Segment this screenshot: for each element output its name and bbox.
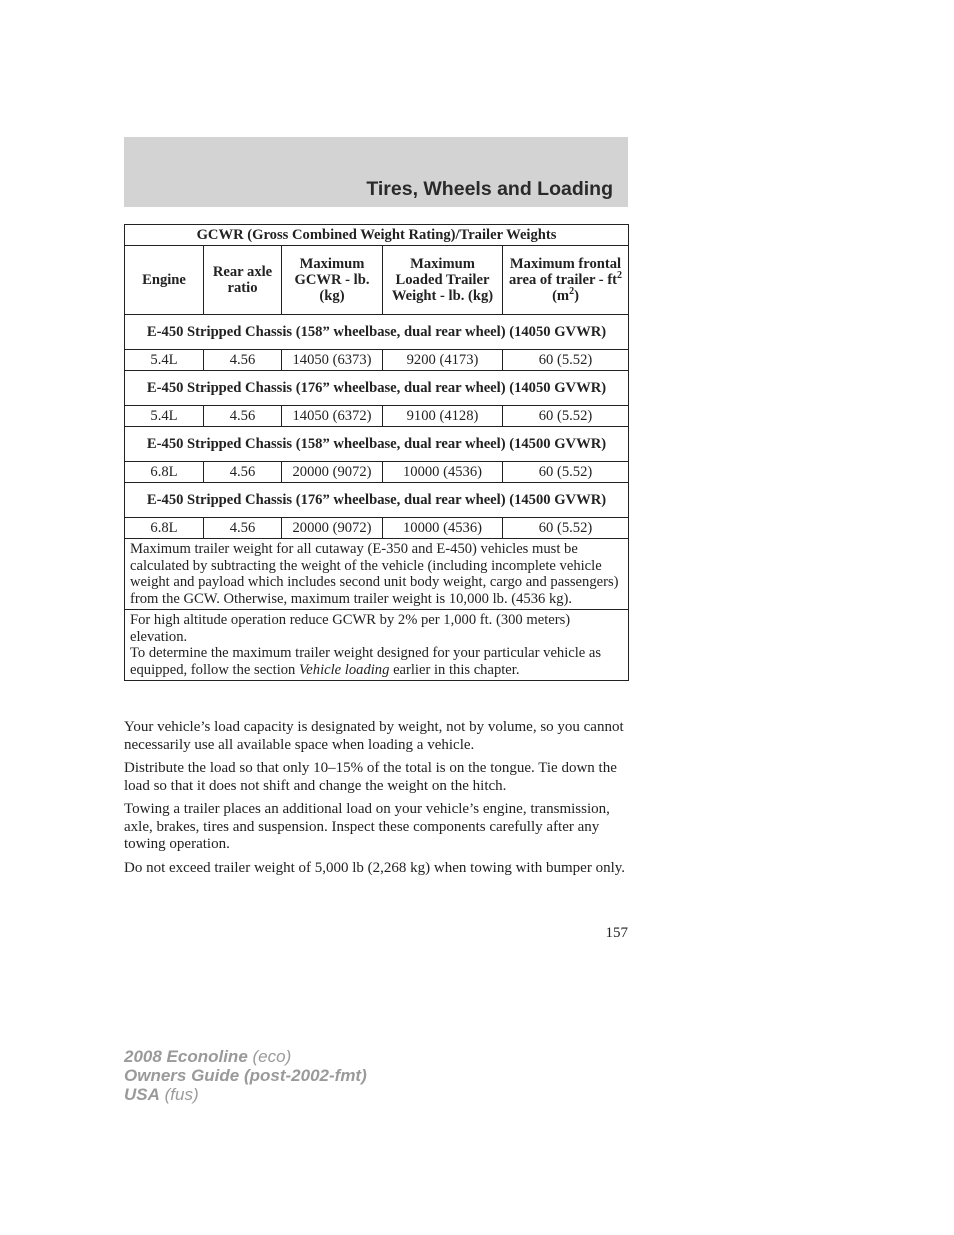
body-text (124, 719, 628, 883)
cell-trailer: 10000 (4536) (383, 462, 503, 483)
table-note-altitude (125, 610, 629, 681)
cell-engine: 5.4L (125, 350, 204, 371)
footer-model: 2008 Econoline (124, 1047, 248, 1066)
group-label: E-450 Stripped Chassis (158” wheelbase, dual rear wheel) (14500 GVWR) (125, 427, 629, 462)
cell-axle: 4.56 (204, 462, 282, 483)
col-header-axle: Rear axle ratio (204, 246, 282, 315)
cell-gcwr: 14050 (6373) (282, 350, 383, 371)
cell-frontal: 60 (5.52) (503, 350, 629, 371)
paragraph: Do not exceed trailer weight of 5,000 lb (2,268 kg) when towing with bumper only. (124, 859, 626, 876)
cell-gcwr: 20000 (9072) (282, 518, 383, 539)
table-title: GCWR (Gross Combined Weight Rating)/Trailer Weights (125, 225, 629, 246)
vehicle-loading-reference: Vehicle loading (299, 661, 390, 678)
col-header-gcwr: Maximum GCWR - lb. (kg) (282, 246, 383, 315)
cell-trailer: 9200 (4173) (383, 350, 503, 371)
footer-market: USA (124, 1085, 160, 1104)
col-header-trailer: Maximum Loaded Trailer Weight - lb. (kg) (383, 246, 503, 315)
cell-engine: 6.8L (125, 518, 204, 539)
table-note-cutaway: Maximum trailer weight for all cutaway (E-350 and E-450) vehicles must be calculated by subtracting the weight of the vehicle (including incomplete vehicle weight and payload which includes second unit body weight, cargo and passengers) from the GCW. Otherwise, maximum trailer weight is 10,000 lb. (4536 kg). (125, 539, 629, 610)
paragraph: Your vehicle’s load capacity is designated by weight, not by volume, so you cannot necessarily use all available space when loading a vehicle. (124, 719, 624, 753)
page-number: 157 (605, 925, 628, 941)
note-trailer-text-end: earlier in this chapter. (393, 661, 520, 678)
cell-trailer: 9100 (4128) (383, 406, 503, 427)
cell-gcwr: 14050 (6372) (282, 406, 383, 427)
document-footer (124, 1047, 367, 1104)
cell-axle: 4.56 (204, 518, 282, 539)
cell-axle: 4.56 (204, 406, 282, 427)
cell-frontal: 60 (5.52) (503, 406, 629, 427)
note-trailer-text: To determine the maximum trailer weight designed for your particular vehicle as equipped, follow the section (130, 645, 602, 678)
cell-frontal: 60 (5.52) (503, 462, 629, 483)
frontal-sup-2: 2 (569, 286, 575, 298)
table-row (125, 350, 629, 371)
cell-engine: 6.8L (125, 462, 204, 483)
frontal-text-2: (m (552, 288, 570, 304)
section-title: Tires, Wheels and Loading (366, 178, 613, 200)
cell-frontal: 60 (5.52) (503, 518, 629, 539)
gcwr-table (124, 224, 629, 681)
paragraph: Distribute the load so that only 10–15% of the total is on the tongue. Tie down the load so that it does not shift and change the weight on the hitch. (124, 760, 617, 794)
cell-gcwr: 20000 (9072) (282, 462, 383, 483)
section-header-band (124, 137, 628, 207)
frontal-text: Maximum frontal area of trailer - ft (508, 256, 622, 288)
note-altitude-text: For high altitude operation reduce GCWR by 2% per 1,000 ft. (300 meters) elevation. (130, 612, 571, 645)
footer-model-code: (eco) (252, 1047, 292, 1066)
cell-engine: 5.4L (125, 406, 204, 427)
col-header-engine: Engine (125, 246, 204, 315)
col-header-frontal (503, 246, 629, 315)
footer-market-code: (fus) (164, 1085, 199, 1104)
group-label: E-450 Stripped Chassis (158” wheelbase, dual rear wheel) (14050 GVWR) (125, 315, 629, 350)
cell-axle: 4.56 (204, 350, 282, 371)
table-row (125, 406, 629, 427)
frontal-sup: 2 (617, 270, 623, 282)
cell-trailer: 10000 (4536) (383, 518, 503, 539)
group-label: E-450 Stripped Chassis (176” wheelbase, dual rear wheel) (14500 GVWR) (125, 483, 629, 518)
group-label: E-450 Stripped Chassis (176” wheelbase, dual rear wheel) (14050 GVWR) (125, 371, 629, 406)
table-row (125, 518, 629, 539)
footer-guide: Owners Guide (post-2002-fmt) (124, 1066, 367, 1085)
table-row (125, 462, 629, 483)
frontal-text-3: ) (574, 288, 579, 304)
paragraph: Towing a trailer places an additional load on your vehicle’s engine, transmission, axle, brakes, tires and suspension. Inspect these components carefully after any towing operation. (124, 801, 610, 852)
